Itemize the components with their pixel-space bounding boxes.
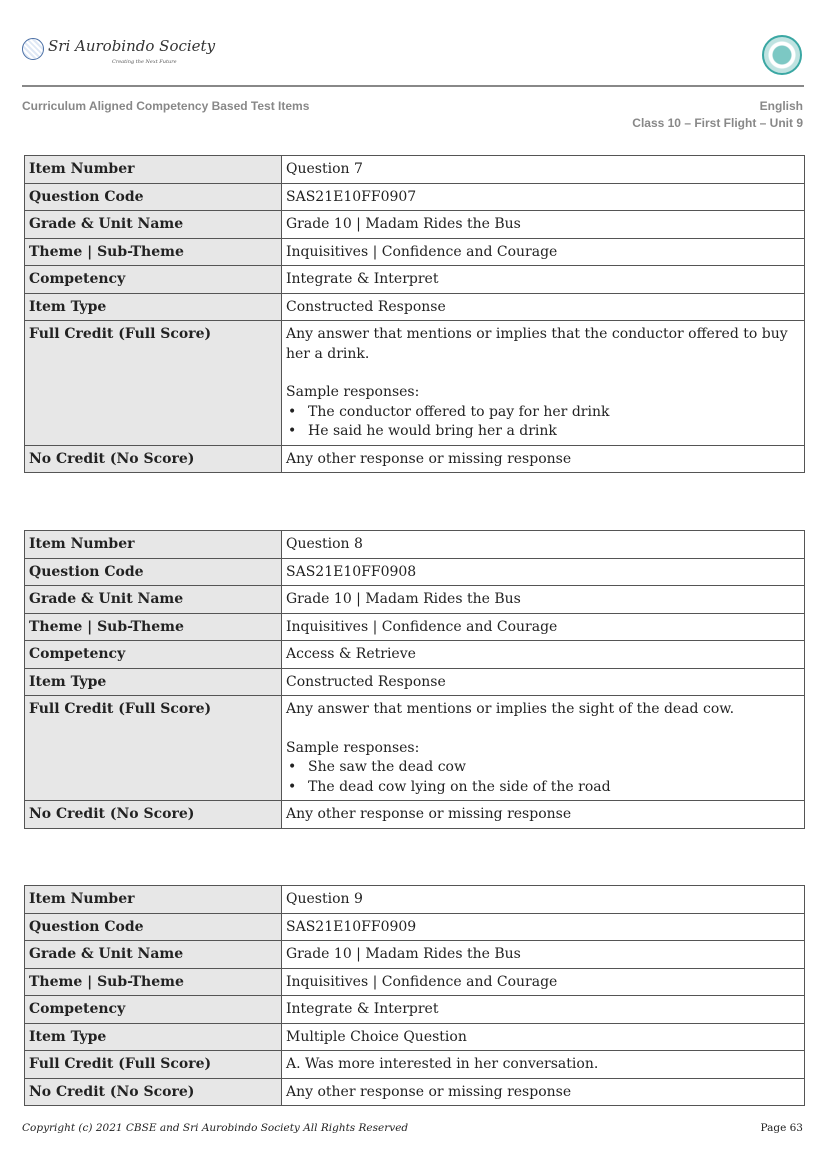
row-value <box>282 238 805 266</box>
theme-value: Inquisitives | Confidence and Courage <box>286 243 558 260</box>
row-label: Item Number <box>25 886 282 914</box>
full-credit-value: Any answer that mentions or implies the sight of the dead cow. <box>286 701 735 717</box>
item-table <box>24 530 805 829</box>
grade-unit-value: Grade 10 | Madam Rides the Bus <box>286 946 521 962</box>
table-row <box>25 238 805 266</box>
row-label: Question Code <box>25 913 282 941</box>
competency-value: Access & Retrieve <box>286 646 416 662</box>
table-row <box>25 968 805 996</box>
row-label: Full Credit (Full Score) <box>25 1051 282 1079</box>
sample-list <box>286 403 800 442</box>
competency-value: Integrate & Interpret <box>286 271 439 287</box>
item-number-value: Question 8 <box>286 536 363 552</box>
question-code-value: SAS21E10FF0909 <box>286 918 417 935</box>
table-row <box>25 1051 805 1079</box>
table-row <box>25 996 805 1024</box>
table-row <box>25 1078 805 1106</box>
row-label: Theme | Sub-Theme <box>25 968 282 996</box>
row-label: Competency <box>25 266 282 294</box>
subject: English <box>759 99 803 113</box>
table-row <box>25 586 805 614</box>
sample-label: Sample responses: <box>286 739 420 756</box>
row-value <box>282 1023 805 1051</box>
table-row <box>25 668 805 696</box>
row-label: Grade & Unit Name <box>25 586 282 614</box>
table-row <box>25 266 805 294</box>
item-table <box>24 885 805 1106</box>
row-value <box>282 968 805 996</box>
table-row <box>25 156 805 184</box>
row-value <box>282 913 805 941</box>
competency-value: Integrate & Interpret <box>286 1001 439 1017</box>
row-value <box>282 531 805 559</box>
table-row <box>25 183 805 211</box>
theme-value: Inquisitives | Confidence and Courage <box>286 618 558 635</box>
table-row <box>25 1023 805 1051</box>
row-value <box>282 996 805 1024</box>
row-label: Item Type <box>25 668 282 696</box>
row-label: Item Type <box>25 293 282 321</box>
item-number-value: Question 9 <box>286 891 363 907</box>
cbse-seal-logo <box>762 35 802 75</box>
item-type-value: Constructed Response <box>286 673 446 690</box>
row-label: Full Credit (Full Score) <box>25 321 282 446</box>
logo-tagline: Creating the Next Future <box>112 59 177 65</box>
row-label: Item Type <box>25 1023 282 1051</box>
row-label: Competency <box>25 641 282 669</box>
no-credit-value: Any other response or missing response <box>286 450 572 467</box>
row-value <box>282 183 805 211</box>
row-value <box>282 941 805 969</box>
row-label: Question Code <box>25 558 282 586</box>
row-value <box>282 668 805 696</box>
row-label: Theme | Sub-Theme <box>25 238 282 266</box>
row-value <box>282 1051 805 1079</box>
copyright: Copyright (c) 2021 CBSE and Sri Aurobindo Society All Rights Reserved <box>22 1122 409 1134</box>
no-credit-value: Any other response or missing response <box>286 806 572 822</box>
sample-response: • She saw the dead cow <box>286 758 800 778</box>
table-row <box>25 211 805 239</box>
row-value <box>282 211 805 239</box>
document-title: Curriculum Aligned Competency Based Test Items <box>22 99 310 113</box>
sri-aurobindo-society-logo <box>22 36 216 68</box>
row-value <box>282 696 805 801</box>
row-value <box>282 293 805 321</box>
table-row <box>25 445 805 473</box>
sample-label: Sample responses: <box>286 384 420 400</box>
grade-unit-value: Grade 10 | Madam Rides the Bus <box>286 591 521 607</box>
row-label: Competency <box>25 996 282 1024</box>
row-label: Question Code <box>25 183 282 211</box>
row-label: Item Number <box>25 531 282 559</box>
sample-response: • He said he would bring her a drink <box>286 422 800 442</box>
row-value <box>282 558 805 586</box>
no-credit-value: Any other response or missing response <box>286 1083 572 1100</box>
globe-icon <box>22 38 44 60</box>
sample-response: • The conductor offered to pay for her drink <box>286 403 800 423</box>
row-label: Grade & Unit Name <box>25 941 282 969</box>
row-value <box>282 586 805 614</box>
row-label: No Credit (No Score) <box>25 1078 282 1106</box>
item-table <box>24 155 805 473</box>
row-value <box>282 801 805 829</box>
row-value <box>282 266 805 294</box>
sample-list <box>286 758 800 797</box>
table-row <box>25 321 805 446</box>
row-value <box>282 886 805 914</box>
row-label: No Credit (No Score) <box>25 445 282 473</box>
table-row <box>25 886 805 914</box>
row-value <box>282 445 805 473</box>
header-divider <box>22 85 804 87</box>
item-type-value: Multiple Choice Question <box>286 1028 467 1045</box>
table-row <box>25 941 805 969</box>
table-row <box>25 558 805 586</box>
table-row <box>25 531 805 559</box>
item-number-value: Question 7 <box>286 161 363 177</box>
table-row <box>25 613 805 641</box>
row-value <box>282 156 805 184</box>
row-label: Theme | Sub-Theme <box>25 613 282 641</box>
question-code-value: SAS21E10FF0907 <box>286 188 417 205</box>
row-label: Item Number <box>25 156 282 184</box>
row-value <box>282 1078 805 1106</box>
table-row <box>25 696 805 801</box>
row-value <box>282 321 805 446</box>
row-value <box>282 613 805 641</box>
sample-response: • The dead cow lying on the side of the road <box>286 778 800 798</box>
grade-unit-value: Grade 10 | Madam Rides the Bus <box>286 216 521 232</box>
question-code-value: SAS21E10FF0908 <box>286 563 417 580</box>
row-value <box>282 641 805 669</box>
table-row <box>25 641 805 669</box>
class-info: Class 10 – First Flight – Unit 9 <box>632 116 803 130</box>
page-number: Page 63 <box>760 1122 803 1134</box>
table-row <box>25 293 805 321</box>
full-credit-value: Any answer that mentions or implies that the conductor offered to buy her a drink. <box>286 326 788 362</box>
table-row <box>25 913 805 941</box>
table-row <box>25 801 805 829</box>
row-label: Grade & Unit Name <box>25 211 282 239</box>
row-label: No Credit (No Score) <box>25 801 282 829</box>
item-type-value: Constructed Response <box>286 298 446 315</box>
row-label: Full Credit (Full Score) <box>25 696 282 801</box>
subject-info <box>632 98 803 132</box>
full-credit-value: A. Was more interested in her conversation. <box>286 1056 599 1072</box>
logo-text: Sri Aurobindo Society <box>48 37 216 55</box>
theme-value: Inquisitives | Confidence and Courage <box>286 973 558 990</box>
